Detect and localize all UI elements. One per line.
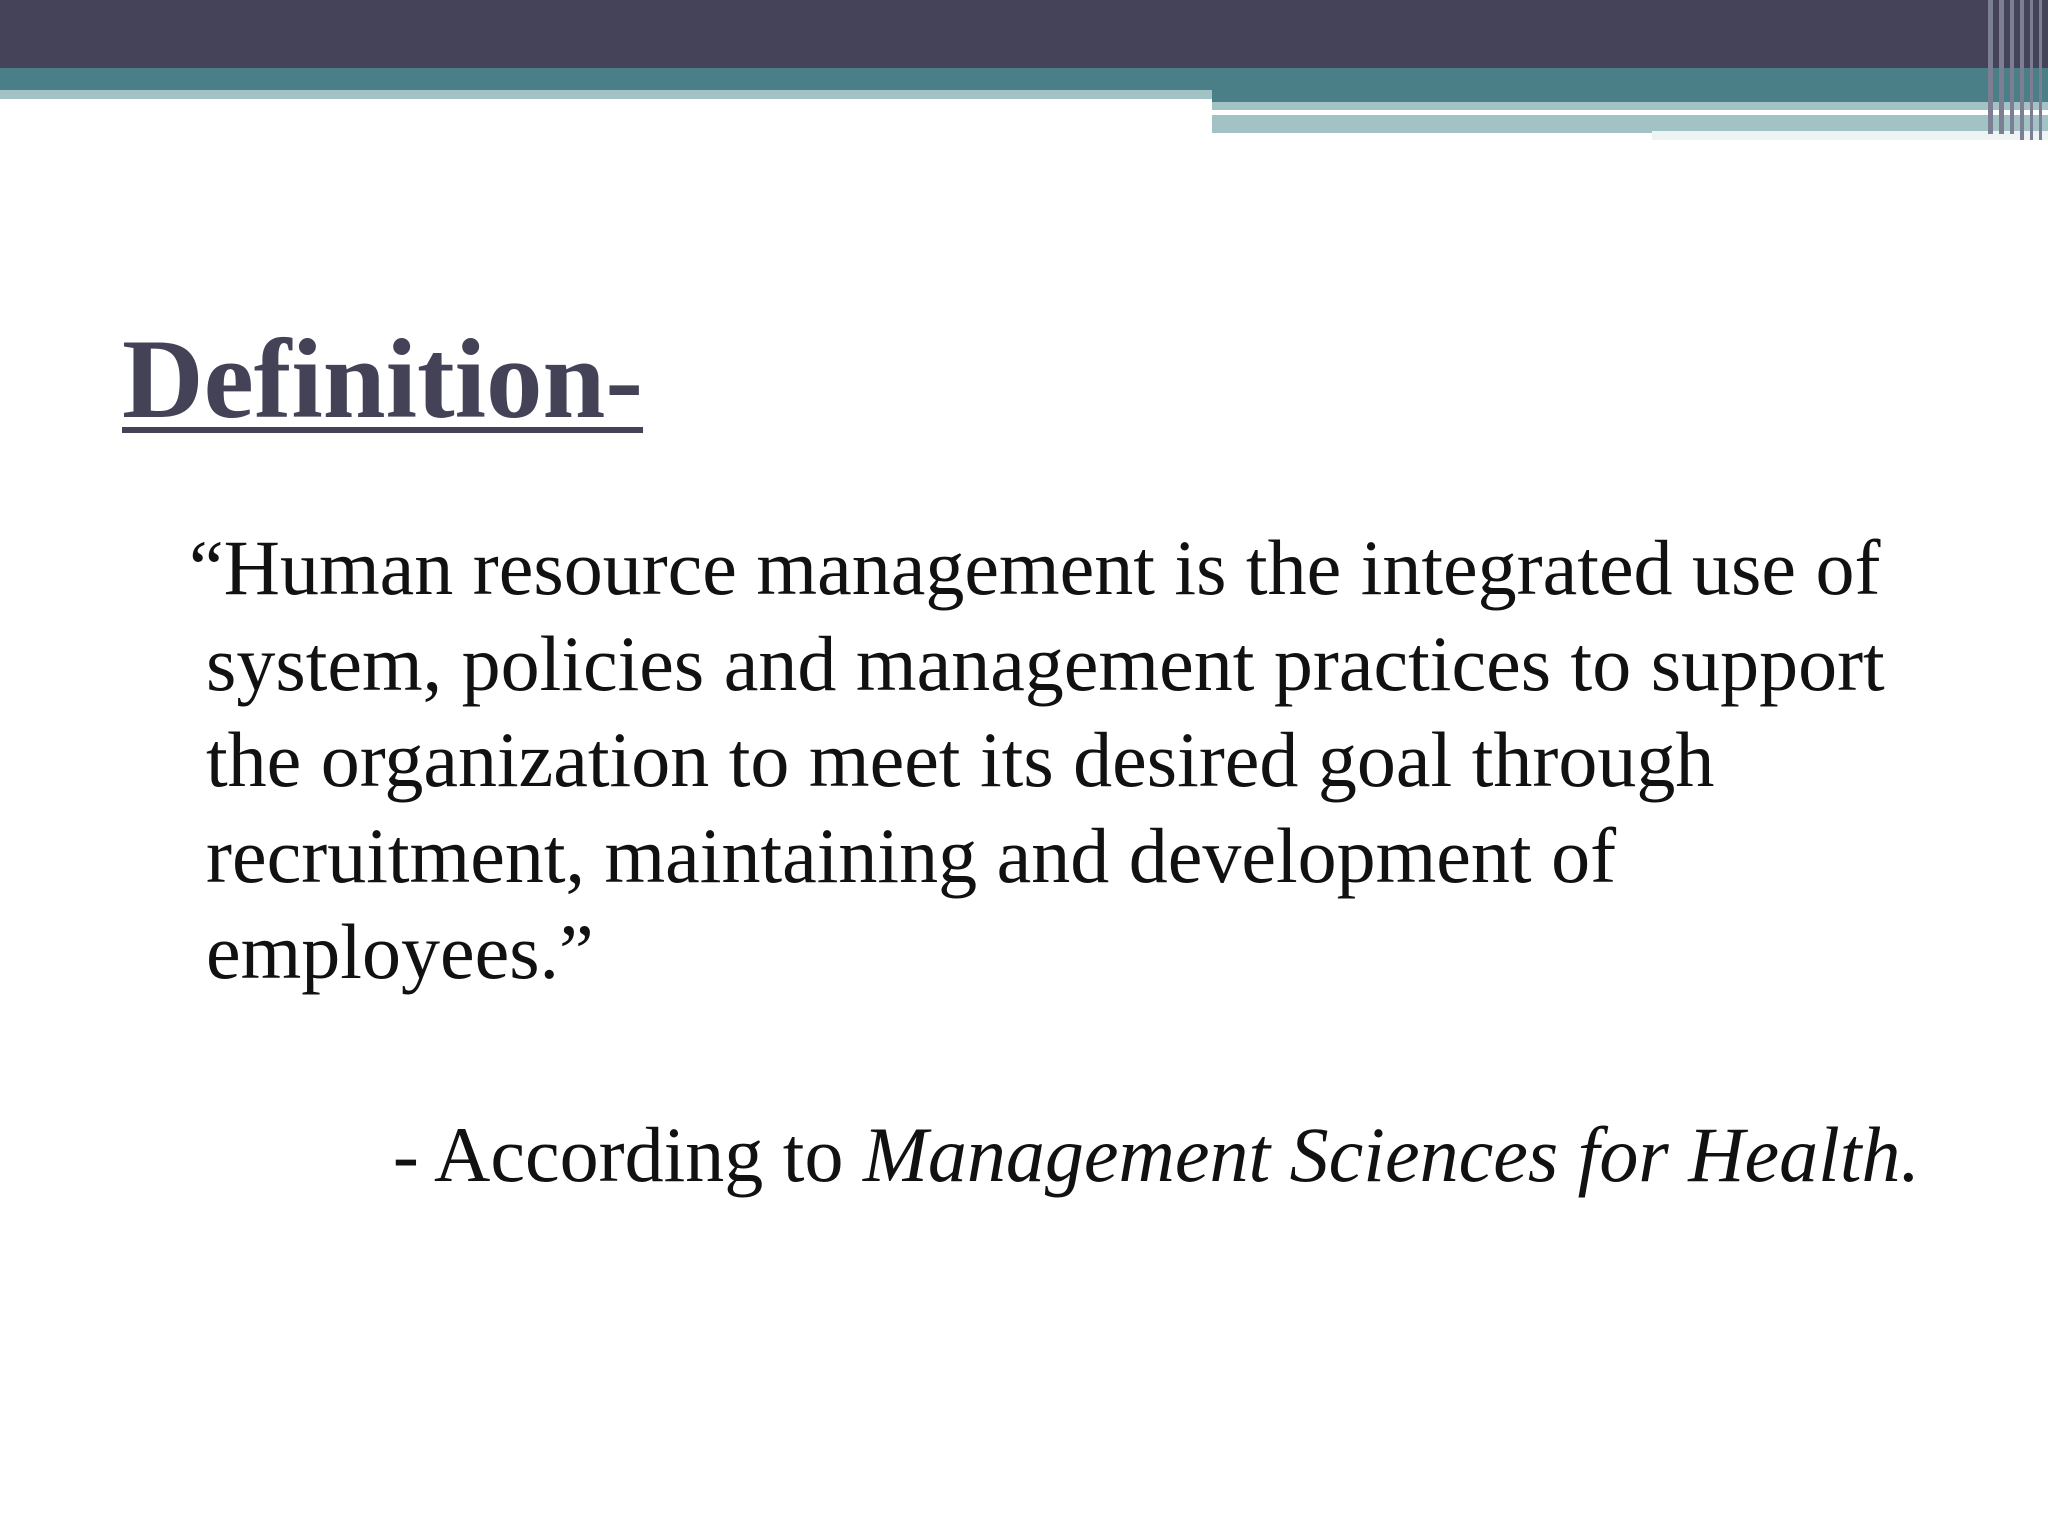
header-decoration	[0, 0, 2048, 140]
attribution-prefix: - According to	[392, 1111, 863, 1198]
quote-line: system, policies and management practices to support	[206, 620, 1885, 707]
quote-line: “Human resource management is the integrated use of	[189, 524, 1881, 611]
attribution-source: Management Sciences for Health.	[862, 1111, 1920, 1198]
header-light-stripe-right	[1212, 102, 2048, 110]
header-teal-band	[0, 68, 2048, 90]
header-dark-band	[0, 0, 2048, 68]
header-light-stripe-left	[0, 90, 1212, 99]
header-white-line-right	[1212, 110, 1898, 115]
header-teal-step-right	[1212, 90, 2048, 102]
quote-line: employees.”	[206, 908, 594, 995]
definition-quote	[189, 520, 1966, 1000]
quote-line: recruitment, maintaining and development of	[206, 812, 1617, 899]
quote-line: the organization to meet its desired goal through	[206, 716, 1715, 803]
header-light-step-right	[1212, 115, 2048, 133]
slide-title: Definition-	[122, 317, 644, 442]
attribution	[393, 1107, 1920, 1203]
